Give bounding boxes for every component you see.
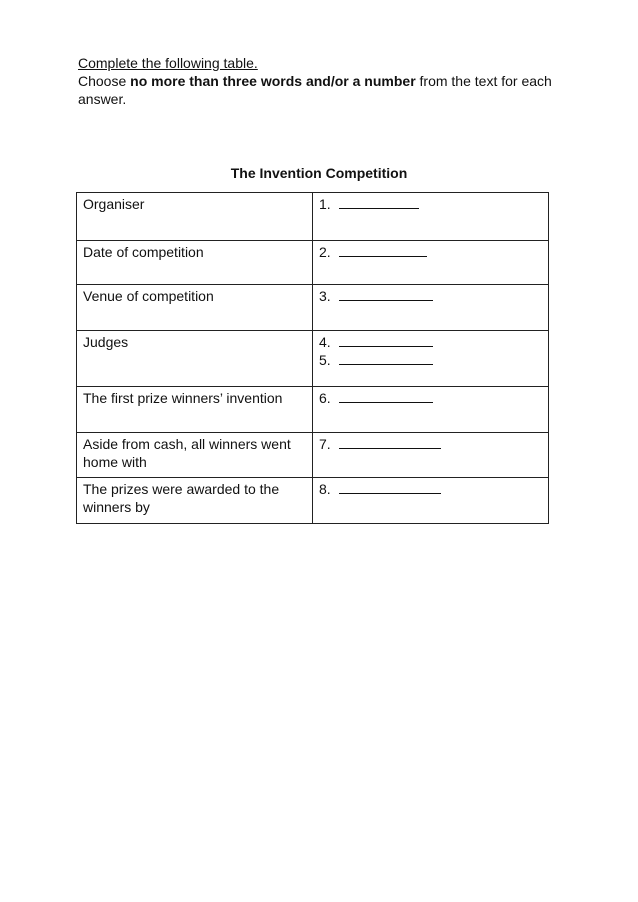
row-label: Venue of competition: [77, 285, 313, 331]
table-title: The Invention Competition: [230, 165, 408, 181]
table-row: [77, 285, 549, 331]
row-label: Organiser: [77, 193, 313, 241]
instruction-heading: Complete the following table.: [78, 55, 258, 71]
answer-number: 6.: [319, 390, 331, 406]
row-label: Judges: [77, 331, 313, 387]
answer-blank-8[interactable]: [319, 480, 542, 498]
row-label: Aside from cash, all winners went home with: [77, 433, 313, 478]
instruction-choose-suffix: from the text for each answer.: [78, 73, 552, 107]
answer-blank-5[interactable]: [319, 351, 542, 369]
instructions: [78, 54, 558, 108]
table-row: [77, 241, 549, 285]
table-row: [77, 193, 549, 241]
answer-number: 4.: [319, 334, 331, 350]
row-label: The prizes were awarded to the winners by: [77, 478, 313, 524]
answer-blank-4[interactable]: [319, 333, 542, 351]
answer-cell: [313, 331, 549, 387]
answer-blank-2[interactable]: [319, 243, 542, 261]
instruction-word-limit: no more than three words and/or a number: [130, 73, 416, 89]
answer-cell: [313, 193, 549, 241]
answer-number: 5.: [319, 352, 331, 368]
row-label: The first prize winners’ invention: [77, 387, 313, 433]
answer-number: 8.: [319, 481, 331, 497]
answer-blank-3[interactable]: [319, 287, 542, 305]
answer-number: 7.: [319, 436, 331, 452]
answer-number: 3.: [319, 288, 331, 304]
answer-blank-7[interactable]: [319, 435, 542, 453]
table-row: [77, 478, 549, 524]
answer-number: 1.: [319, 196, 331, 212]
table-row: [77, 433, 549, 478]
answer-number: 2.: [319, 244, 331, 260]
row-label: Date of competition: [77, 241, 313, 285]
table-row: [77, 387, 549, 433]
answer-blank-6[interactable]: [319, 389, 542, 407]
answer-cell: [313, 241, 549, 285]
answer-blank-1[interactable]: [319, 195, 542, 213]
answer-cell: [313, 387, 549, 433]
answer-cell: [313, 285, 549, 331]
instruction-choose-prefix: Choose: [78, 73, 131, 89]
table-row: [77, 331, 549, 387]
competition-table: [76, 192, 549, 524]
answer-cell: [313, 433, 549, 478]
answer-cell: [313, 478, 549, 524]
